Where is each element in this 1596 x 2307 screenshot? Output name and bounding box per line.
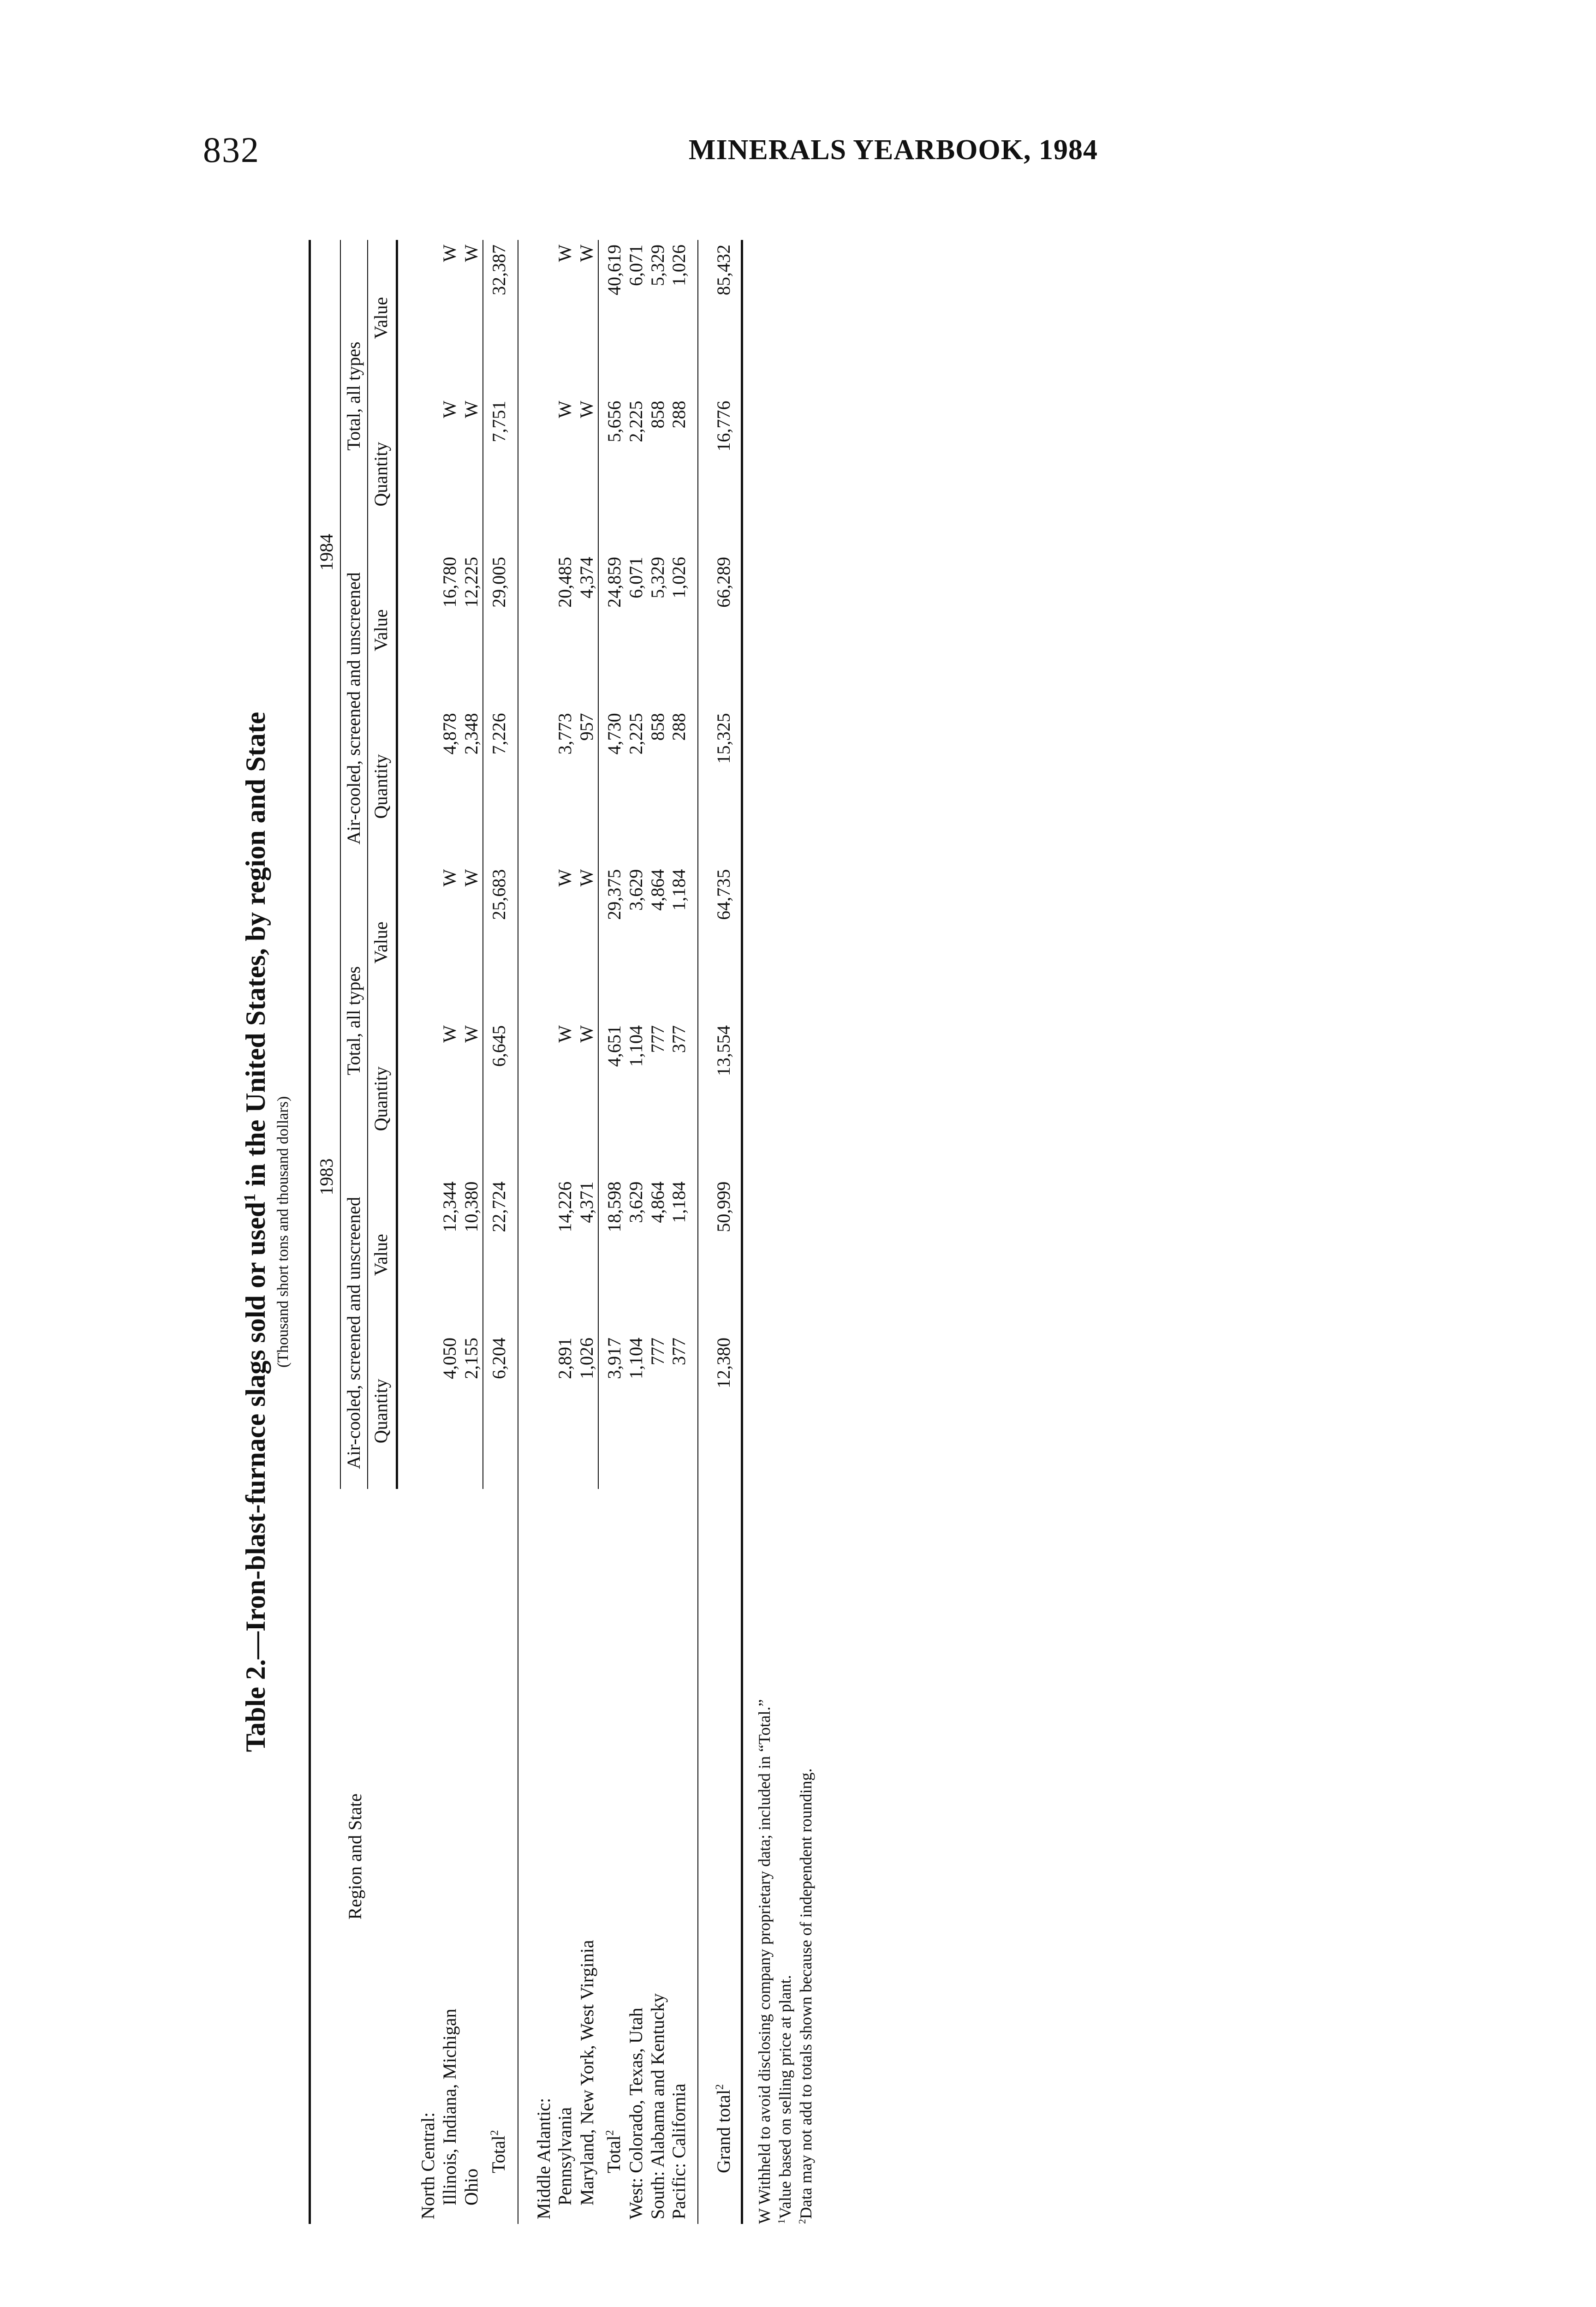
cell: 3,629 <box>625 1181 646 1223</box>
footnotes <box>754 240 816 2224</box>
cell: 288 <box>668 713 690 741</box>
column-header: Value <box>368 1177 397 1333</box>
cell: 66,289 <box>713 552 742 708</box>
cell: W <box>576 245 597 262</box>
cell: 957 <box>576 713 597 741</box>
table-title <box>240 240 272 2224</box>
cell: W <box>439 400 460 418</box>
cell: 1,184 <box>668 1181 690 1223</box>
footnote-mark: 2 <box>488 2130 501 2136</box>
cell: W <box>576 400 597 418</box>
stub-header: Region and State <box>310 1489 397 2224</box>
cell: 6,645 <box>483 1021 510 1177</box>
cell: 12,225 <box>460 556 482 608</box>
footnote-2 <box>796 240 816 2224</box>
year-header-1984: 1984 <box>310 240 340 865</box>
grand-total-label: Grand total <box>713 2089 734 2173</box>
rule-cell <box>518 1489 533 2224</box>
rule-cell <box>510 1489 518 2224</box>
cell: 2,891 <box>554 1338 576 1379</box>
group-header-total-1984: Total, all types <box>340 240 368 552</box>
group-header-total-1983: Total, all types <box>340 865 368 1177</box>
cell: 3,917 <box>598 1333 625 1489</box>
cell: 16,776 <box>713 396 742 552</box>
cell: 1,026 <box>576 1338 597 1379</box>
row-label: Ohio <box>461 2169 482 2205</box>
cell: 1,026 <box>668 556 690 598</box>
cell: W <box>439 1025 460 1043</box>
cell: 6,071 <box>625 245 646 286</box>
cell: 1,026 <box>668 245 690 286</box>
cell: 858 <box>647 713 668 741</box>
table-row-total <box>598 240 625 2224</box>
rule-row <box>518 240 533 2224</box>
cell: W <box>460 400 482 418</box>
cell: 1,184 <box>668 869 690 911</box>
cell: 858 <box>647 400 668 429</box>
cell: W <box>460 869 482 887</box>
cell: W <box>554 869 576 887</box>
footnote-1 <box>775 240 796 2224</box>
spacer-cell <box>397 240 418 2224</box>
column-header: Value <box>368 552 397 708</box>
group-header-aircooled-1983: Air-cooled, screened and unscreened <box>340 1177 368 1489</box>
region-label: North Central: <box>417 2112 439 2219</box>
table-body <box>397 240 742 2224</box>
region-label: Middle Atlantic: <box>533 2098 554 2219</box>
footnote-1-text: Value based on selling price at plant. <box>775 1975 794 2219</box>
cell: 3,629 <box>625 869 646 911</box>
cell: 50,999 <box>713 1177 742 1333</box>
cell: 4,864 <box>647 1181 668 1223</box>
table-title-footnote-mark: 1 <box>240 1193 259 1202</box>
table-row <box>417 240 439 2224</box>
footnote-mark: 1 <box>775 2219 787 2224</box>
table-row <box>576 240 598 2224</box>
cell: 4,730 <box>598 708 625 864</box>
row-label: Pacific: California <box>668 2083 690 2219</box>
cell: W <box>554 400 576 418</box>
cell: W <box>439 245 460 262</box>
cell: 24,859 <box>598 552 625 708</box>
cell: 288 <box>668 400 690 429</box>
table-row <box>554 240 576 2224</box>
cell: 7,751 <box>483 396 510 552</box>
cell: 2,225 <box>625 400 646 442</box>
cell: 16,780 <box>439 556 460 608</box>
cell: W <box>439 869 460 887</box>
cell: W <box>460 1025 482 1043</box>
page-number: 832 <box>203 130 260 170</box>
cell: 4,050 <box>439 1338 460 1379</box>
rule-cell <box>698 240 713 1489</box>
cell: 29,005 <box>483 552 510 708</box>
cell: 3,773 <box>554 713 576 755</box>
cell: 40,619 <box>598 240 625 396</box>
cell: 2,348 <box>460 713 482 755</box>
row-label: Maryland, New York, West Virginia <box>576 1940 597 2205</box>
cell: 5,329 <box>647 245 668 286</box>
row-label: South: Alabama and Kentucky <box>647 1993 668 2219</box>
table-row <box>461 240 483 2224</box>
column-header: Quantity <box>368 1021 397 1177</box>
table-head <box>310 240 397 2224</box>
rule-row <box>690 240 698 2224</box>
cell: 377 <box>668 1025 690 1053</box>
cell: 5,656 <box>598 396 625 552</box>
table-row <box>668 240 690 2224</box>
rule-cell <box>690 1489 698 2224</box>
cell: 32,387 <box>483 240 510 396</box>
total-label: Total <box>488 2135 509 2173</box>
row-label: West: Colorado, Texas, Utah <box>625 2008 646 2219</box>
table-subtitle: (Thousand short tons and thousand dollars) <box>274 1096 292 1368</box>
cell: 4,374 <box>576 556 597 598</box>
cell: 12,344 <box>439 1181 460 1232</box>
slag-table <box>309 240 743 2224</box>
cell: 29,375 <box>598 865 625 1021</box>
row-label <box>483 1489 510 2224</box>
footnote-w: W Withheld to avoid disclosing company proprietary data; included in “Total.” <box>755 1699 774 2224</box>
rotated-table-block <box>240 240 1024 2224</box>
year-header-1983: 1983 <box>310 865 340 1489</box>
cell: 2,225 <box>625 713 646 755</box>
cell: 6,204 <box>483 1333 510 1489</box>
cell: 14,226 <box>554 1181 576 1232</box>
total-label: Total <box>603 2135 625 2173</box>
table-title-tail: in the United States, by region and State <box>240 711 271 1194</box>
cell: 25,683 <box>483 865 510 1021</box>
rule-cell <box>690 240 698 1489</box>
table-row <box>647 240 669 2224</box>
cell: 22,724 <box>483 1177 510 1333</box>
cell: 13,554 <box>713 1021 742 1177</box>
cell: 1,104 <box>625 1338 646 1379</box>
cell: W <box>460 245 482 262</box>
table-title-main: Table 2.—Iron-blast-furnace slags sold or used <box>240 1201 271 1752</box>
table-row-grand-total <box>713 240 742 2224</box>
cell: 1,104 <box>625 1025 646 1067</box>
rule-cell <box>518 240 533 1489</box>
footnote-2-text: Data may not add to totals shown because of independent rounding. <box>796 1768 815 2219</box>
column-header: Value <box>368 240 397 396</box>
table-row <box>625 240 647 2224</box>
cell: W <box>576 869 597 887</box>
footnote-mark: 2 <box>796 2219 808 2224</box>
cell: 18,598 <box>598 1177 625 1333</box>
cell: 777 <box>647 1025 668 1053</box>
rule-cell <box>510 240 518 1489</box>
group-header-aircooled-1984: Air-cooled, screened and unscreened <box>340 552 368 865</box>
table-row <box>439 240 461 2224</box>
rule-row <box>698 240 713 2224</box>
column-header: Quantity <box>368 708 397 864</box>
cell: 6,071 <box>625 556 646 598</box>
cell: 7,226 <box>483 708 510 864</box>
spacer-row <box>397 240 418 2224</box>
cell: 4,864 <box>647 869 668 911</box>
cell: 5,329 <box>647 556 668 598</box>
footnote-mark: 2 <box>604 2130 617 2136</box>
row-label: Pennsylvania <box>554 2107 576 2205</box>
cell: 64,735 <box>713 865 742 1021</box>
cell: 377 <box>668 1338 690 1365</box>
cell: 15,325 <box>713 708 742 864</box>
rule-cell <box>698 1489 713 2224</box>
running-title: MINERALS YEARBOOK, 1984 <box>688 134 1098 166</box>
table-row <box>533 240 555 2224</box>
cell: 10,380 <box>460 1181 482 1232</box>
column-header: Value <box>368 865 397 1021</box>
cell: 85,432 <box>713 240 742 396</box>
cell: 20,485 <box>554 556 576 608</box>
row-label: Illinois, Indiana, Michigan <box>439 2008 460 2205</box>
table-row-total <box>483 240 510 2224</box>
rule-row <box>510 240 518 2224</box>
cell: W <box>554 245 576 262</box>
cell: 4,651 <box>598 1021 625 1177</box>
cell: 12,380 <box>713 1333 742 1489</box>
cell: 4,371 <box>576 1181 597 1223</box>
column-header: Quantity <box>368 396 397 552</box>
cell: 2,155 <box>460 1338 482 1379</box>
row-label <box>713 1489 742 2224</box>
header-row-years <box>310 240 340 2224</box>
cell: 777 <box>647 1338 668 1365</box>
cell: W <box>576 1025 597 1043</box>
column-header: Quantity <box>368 1333 397 1489</box>
footnote-mark: 2 <box>714 2084 726 2090</box>
row-label <box>598 1489 625 2224</box>
cell: 4,878 <box>439 713 460 755</box>
cell: W <box>554 1025 576 1043</box>
